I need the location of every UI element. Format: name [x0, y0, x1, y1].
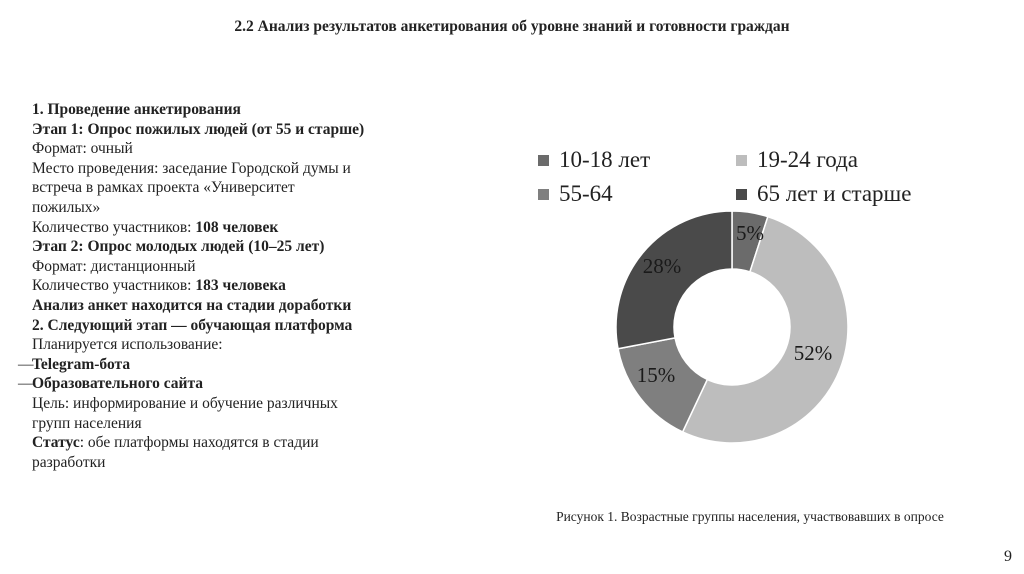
stage1-title: Этап 1: Опрос пожилых людей (от 55 и старше) — [32, 120, 365, 138]
slice-label: 52% — [793, 341, 833, 365]
stage1-place-line1: Место проведения: заседание Городской думы и — [32, 159, 351, 177]
legend-label: 55-64 — [559, 181, 613, 206]
planned-usage: Планируется использование: — [32, 336, 223, 354]
stage1-place-line2: встреча в рамках проекта «Университет — [32, 179, 295, 197]
dash-bullet: — — [18, 355, 34, 373]
dash-bullet: — — [18, 375, 34, 393]
status-line2: разработки — [32, 453, 106, 471]
stage1-count-label: Количество участников: — [32, 218, 196, 236]
slide-title: 2.2 Анализ результатов анкетирования об уровне знаний и готовности граждан — [234, 18, 790, 35]
legend-label: 10-18 лет — [559, 147, 651, 172]
status-text: : обе платформы находятся в стадии — [79, 434, 319, 452]
analysis-status: Анализ анкет находится на стадии доработки — [32, 296, 352, 314]
goal-line2: групп населения — [32, 414, 142, 432]
platform-item-label: Telegram-бота — [32, 355, 131, 373]
page-number: 9 — [1004, 548, 1012, 565]
stage2-count-value: 183 человека — [195, 277, 286, 295]
stage1-count-value: 108 человек — [195, 218, 279, 236]
figure-caption: Рисунок 1. Возрастные группы населения, участвовавших в опросе — [556, 509, 944, 524]
legend-label: 65 лет и старше — [757, 181, 912, 206]
stage2-count-label: Количество участников: — [32, 277, 196, 295]
section1-heading: 1. Проведение анкетирования — [32, 101, 241, 118]
goal-line1: Цель: информирование и обучение различных — [32, 394, 338, 412]
legend-label: 19-24 года — [757, 147, 859, 172]
donut-slice — [616, 211, 732, 349]
stage1-place-line3: пожилых» — [32, 198, 101, 216]
stage2-format: Формат: дистанционный — [32, 257, 196, 275]
stage1-format: Формат: очный — [32, 140, 133, 158]
status-label: Статус — [32, 434, 80, 452]
slice-label: 15% — [636, 363, 676, 387]
section2-heading: 2. Следующий этап — обучающая платформа — [32, 316, 353, 334]
platform-item-label: Образовательного сайта — [32, 375, 204, 393]
slice-label: 5% — [736, 221, 764, 245]
slice-label: 28% — [642, 254, 682, 278]
stage2-title: Этап 2: Опрос молодых людей (10–25 лет) — [32, 238, 325, 256]
